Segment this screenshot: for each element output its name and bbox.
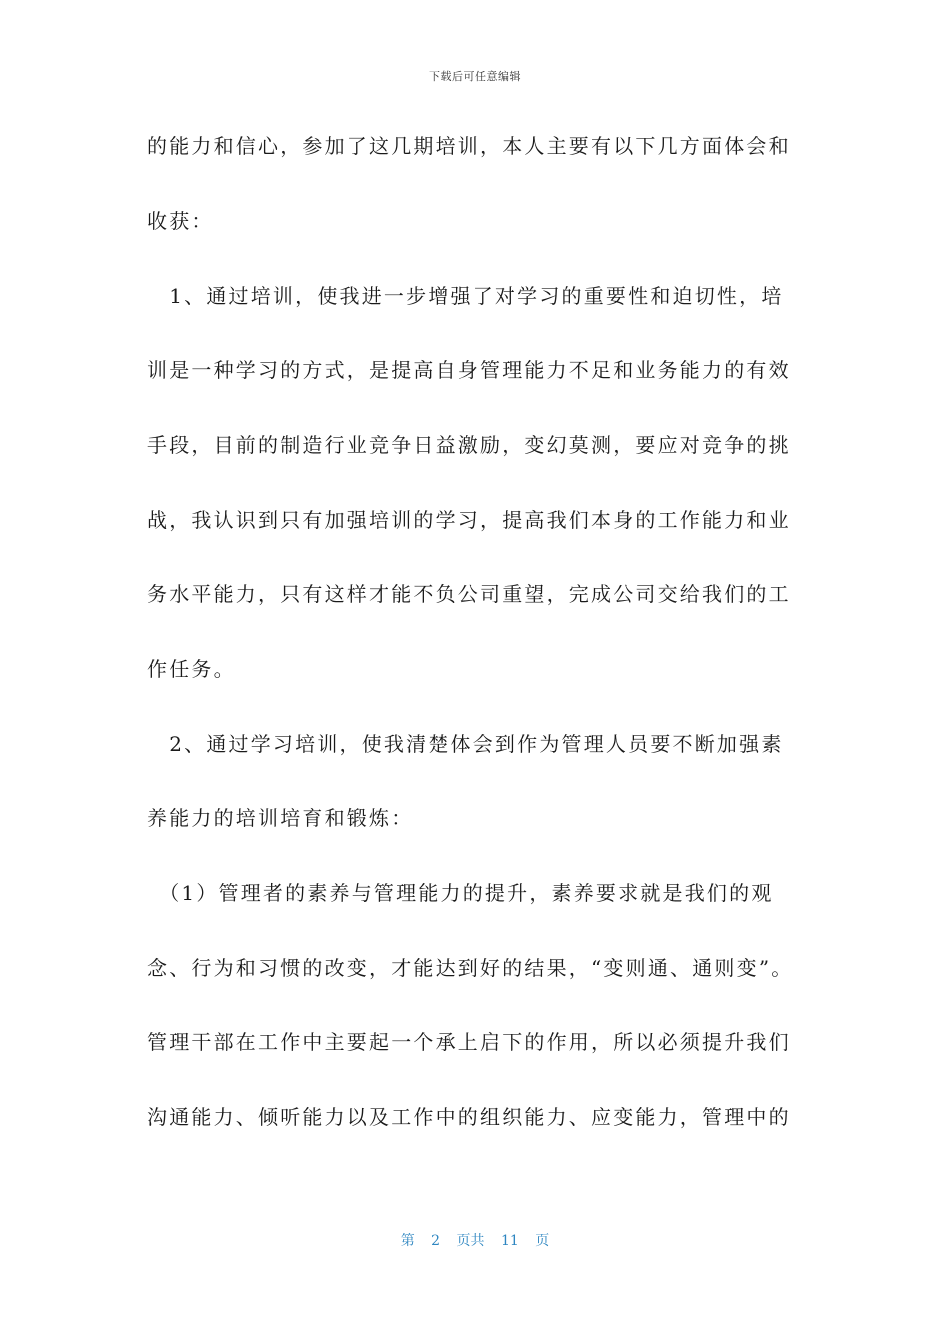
body-line: 1、通过培训，使我进一步增强了对学习的重要性和迫切性，培 [147, 284, 784, 308]
body-line: 务水平能力，只有这样才能不负公司重望，完成公司交给我们的工 [147, 582, 791, 606]
page-header: 下载后可任意编辑 [429, 70, 521, 83]
body-line: 训是一种学习的方式，是提高自身管理能力不足和业务能力的有效 [147, 358, 791, 382]
body-line: 沟通能力、倾听能力以及工作中的组织能力、应变能力，管理中的 [147, 1105, 791, 1129]
body-line: 的能力和信心，参加了这几期培训，本人主要有以下几方面体会和 [147, 134, 791, 158]
body-line: （1）管理者的素养与管理能力的提升，素养要求就是我们的观 [147, 881, 774, 905]
body-line: 作任务。 [147, 657, 236, 681]
body-line: 管理干部在工作中主要起一个承上启下的作用，所以必须提升我们 [147, 1030, 791, 1054]
page-footer [0, 1230, 950, 1250]
footer-suffix: 页 [535, 1233, 550, 1249]
body-line: 战，我认识到只有加强培训的学习，提高我们本身的工作能力和业 [147, 508, 791, 532]
body-line: 手段，目前的制造行业竞争日益激励，变幻莫测，要应对竞争的挑 [147, 433, 791, 457]
footer-middle: 页共 [456, 1233, 485, 1249]
body-line: 念、行为和习惯的改变，才能达到好的结果，“变则通、通则变”。 [147, 956, 794, 980]
footer-page-number: 2 [431, 1233, 441, 1249]
body-line: 2、通过学习培训，使我清楚体会到作为管理人员要不断加强素 [147, 732, 784, 756]
footer-total-pages: 11 [501, 1233, 519, 1249]
footer-prefix: 第 [400, 1233, 415, 1249]
body-line: 养能力的培训培育和锻炼： [147, 806, 414, 830]
body-line: 收获： [147, 209, 214, 233]
